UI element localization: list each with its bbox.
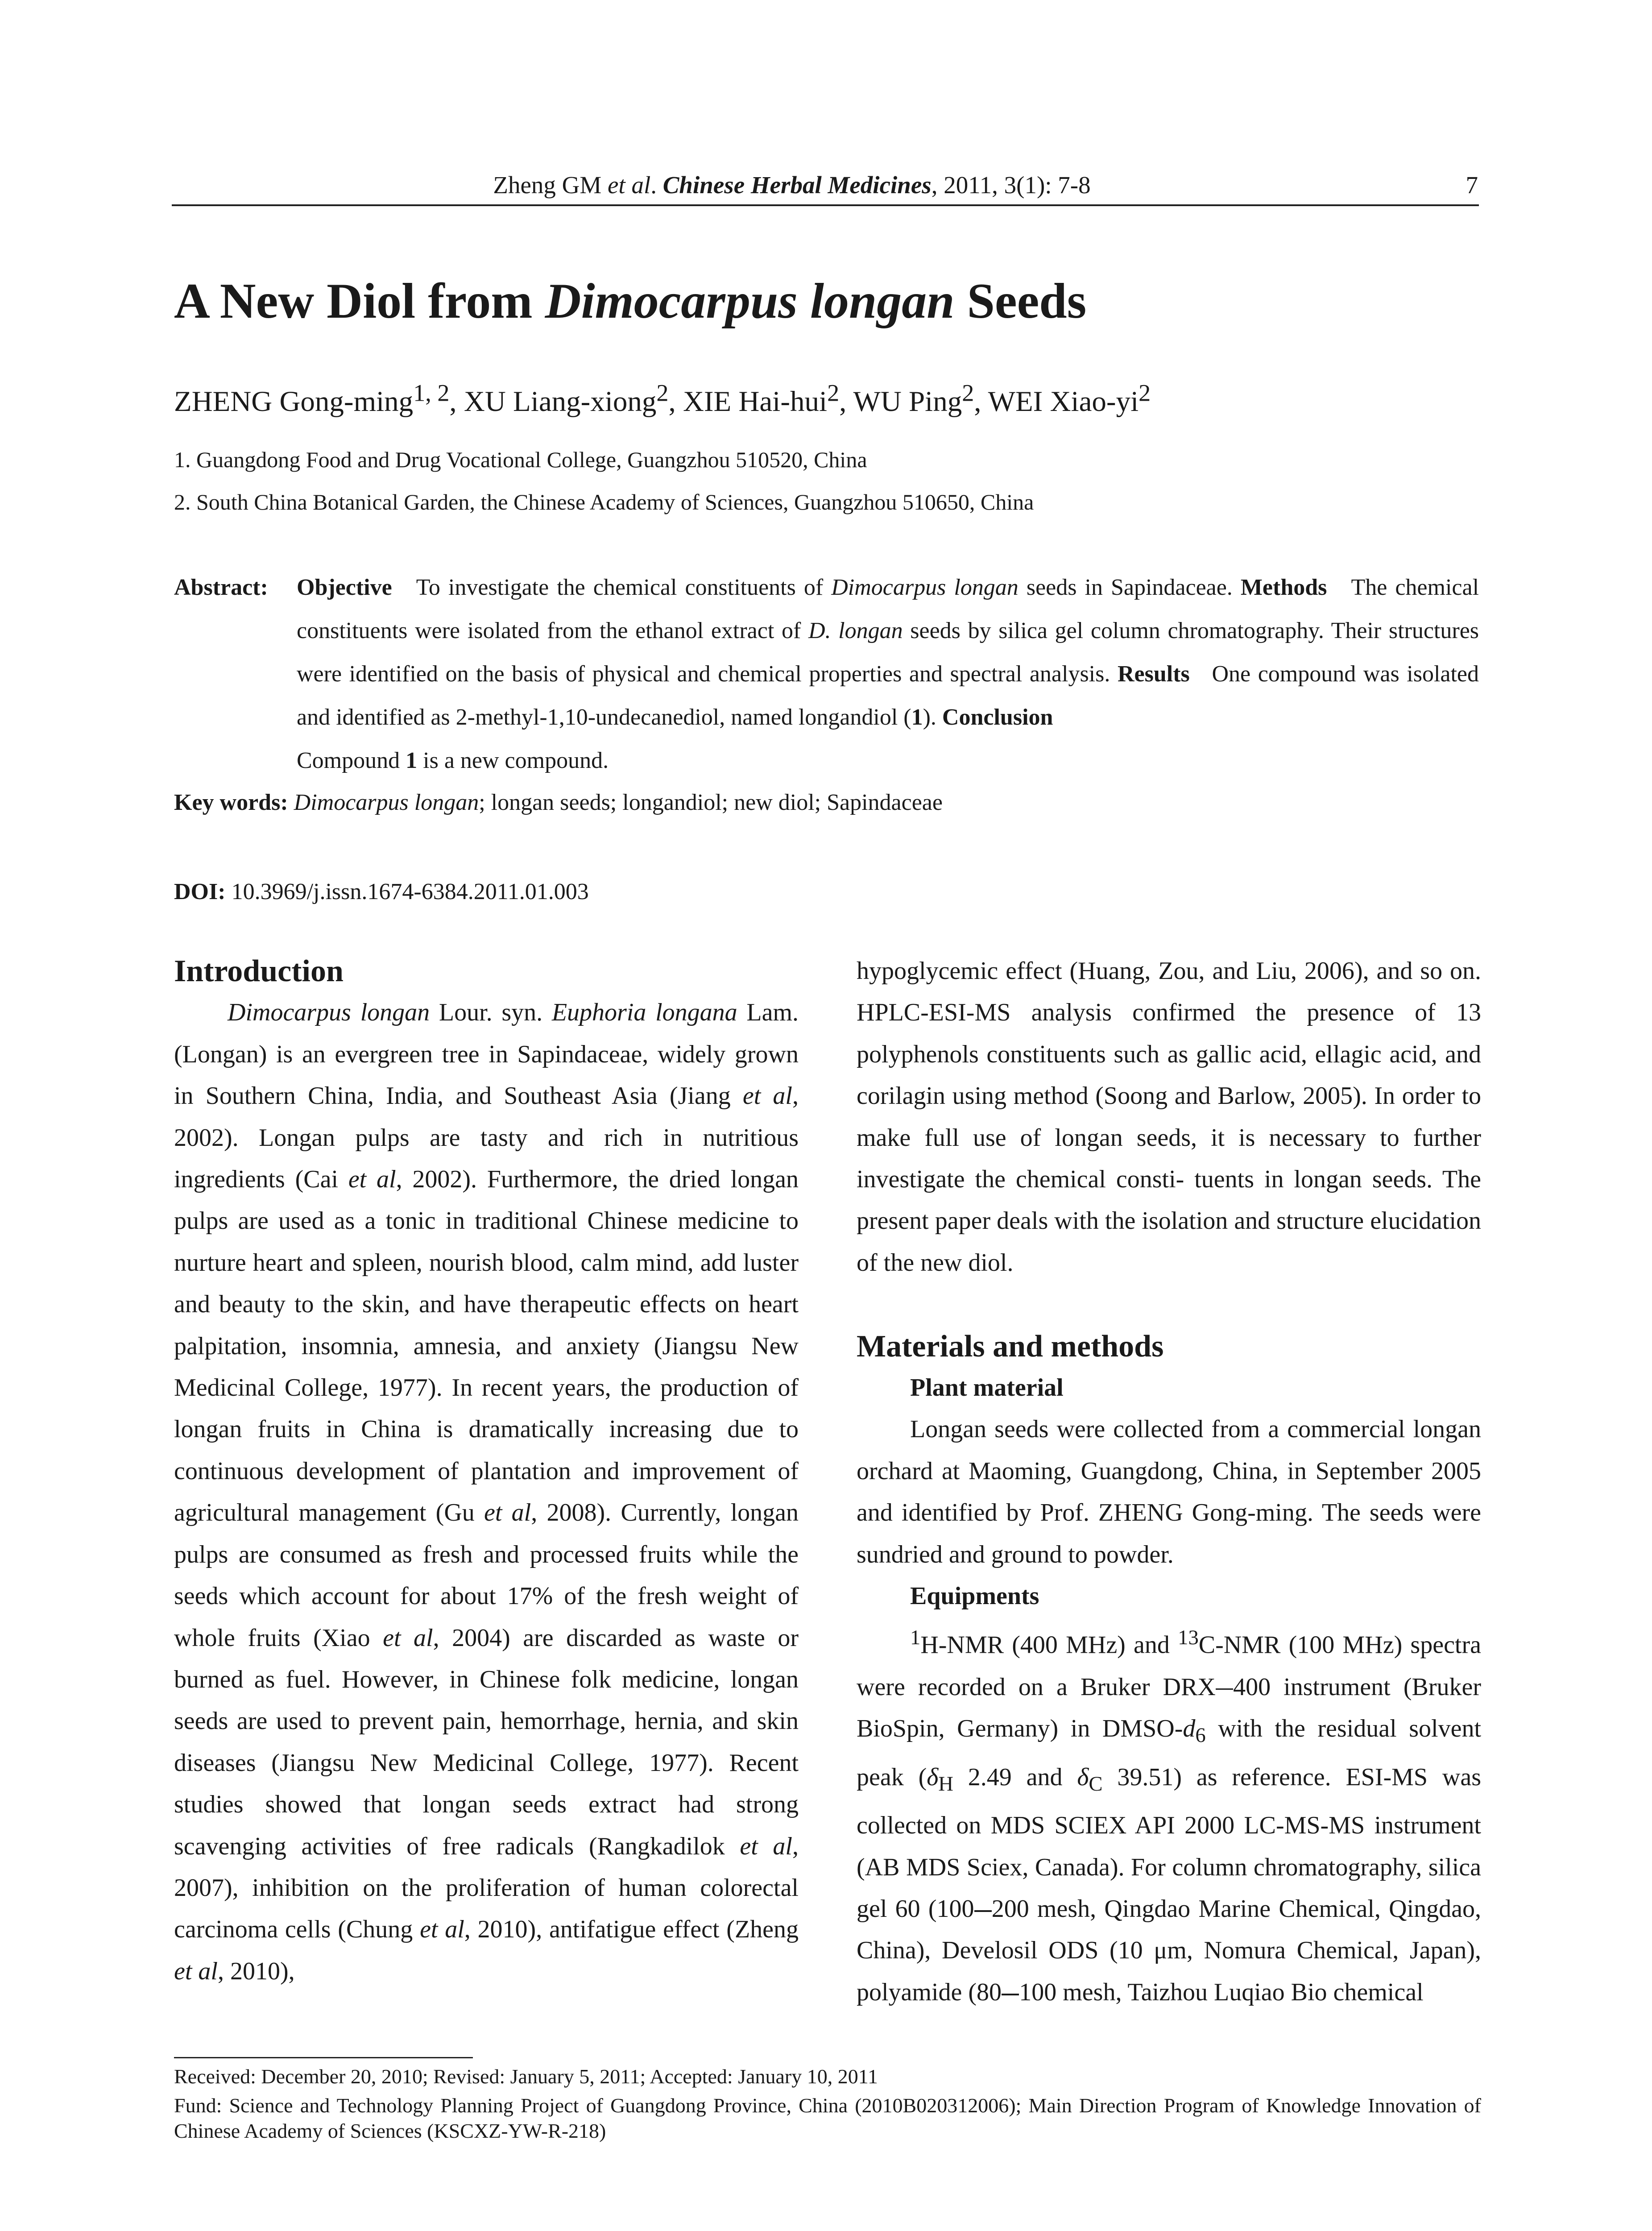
range-dash-glyph [974,1910,992,1912]
author-affiliation-mark: 2 [1139,379,1151,406]
page-number: 7 [1466,171,1478,199]
title-part2: Seeds [954,274,1087,329]
author-separator: , [449,385,464,418]
header-author: Zheng GM [493,171,608,199]
citation-etal: et al [348,1165,396,1194]
doi-value[interactable]: 10.3969/j.issn.1674-6384.2011.01.003 [231,879,589,904]
author-name: XIE Hai-hui [683,385,828,418]
column-left [174,950,799,1992]
footnote-rule [174,2057,473,2058]
equip-text: 100 mesh, Taizhou Luqiao Bio chemical [1019,1978,1424,2006]
abstract-label: Abstract: [174,575,268,600]
citation-etal: et al [383,1624,433,1652]
section-heading-materials: Materials and methods [857,1329,1164,1364]
intro-text: , 2002). Longan pulps are tasty and rich in nutritious ingredients (Cai [174,1082,799,1194]
affiliation-2: 2. South China Botanical Garden, the Chinese Academy of Sciences, Guangzhou 510650, China [174,489,1034,514]
deuterium-mark: d [1183,1714,1196,1742]
equip-text: 400 instrument (Bruker BioSpin, Germany) in DMSO- [857,1673,1481,1742]
author-name: WEI Xiao-yi [988,385,1139,418]
paper-title [174,268,1086,335]
abstract-conclusion-text: Compound [297,748,406,773]
citation-etal: et al [420,1916,464,1944]
abstract-methods-label: Methods [1240,575,1327,600]
intro-text: , 2008). Currently, longan pulps are consumed as fresh and processed fruits while the seeds which account for about 17% of the fresh weight of whole fruits (Xiao [174,1499,799,1652]
author [464,379,683,418]
doi [174,870,589,913]
column-right [857,950,1481,2013]
title-species: Dimocarpus longan [545,274,955,329]
delta-subscript: C [1089,1772,1103,1796]
abstract-species: Dimocarpus longan [831,575,1019,600]
abstract-results-text-end: ). [923,705,936,730]
author-name: WU Ping [853,385,962,418]
intro-text: , 2010), [217,1957,295,1985]
keywords-label: Key words: [174,790,288,815]
header-dot: . [650,171,663,199]
author [853,379,988,418]
delta-symbol: δ [1077,1763,1089,1791]
header-issue: , 2011, 3(1): 7-8 [931,171,1091,199]
isotope-mark: 1 [910,1626,921,1650]
author-affiliation-mark: 2 [962,379,974,406]
deuterium-count: 6 [1195,1724,1206,1747]
keyword-species: Dimocarpus longan [294,790,479,815]
delta-subscript: H [938,1772,953,1796]
abstract-conclusion-text-end: is a new compound. [417,748,609,773]
intro-text: , 2002). Furthermore, the dried longan pulps are used as a tonic in traditional Chinese medicine to nurture heart and spleen, nourish blood, calm mind, add luster and beauty to the skin, and have therapeutic effects on heart palpitation, insomnia, amnesia, and anxiety (Jiangsu New Medicinal College, 1977). In recent years, the production of longan fruits in China is dramatically increasing due to continuous development of plantation and improvement of agricultural management (Gu [174,1165,799,1527]
abstract-results-label: Results [1117,661,1190,687]
header-journal: Chinese Herbal Medicines [662,171,932,199]
affiliation-1: 1. Guangdong Food and Drug Vocational College, Guangzhou 510520, China [174,447,867,472]
subsection-heading-equipments: Equipments [910,1582,1039,1610]
equipments-paragraph [857,1617,1481,2013]
citation-etal: et al [484,1499,531,1527]
doi-label: DOI: [174,879,226,904]
author-name: XU Liang-xiong [464,385,657,418]
author [174,379,464,418]
abstract-conclusion-label: Conclusion [942,705,1053,730]
species-synonym: Euphoria longana [551,999,737,1027]
abstract-methods-text-end: seeds by silica gel column chromatography. Their structures were identified on the basis of physical and chemical properties and spectral analysis. [297,618,1479,687]
section-heading-introduction: Introduction [174,954,344,988]
delta-symbol: δ [927,1763,939,1791]
equip-text: 2.49 and [953,1763,1077,1791]
range-dash-glyph [1002,1994,1019,1995]
intro-text: , 2010), antifatigue effect (Zheng [464,1916,799,1944]
plant-material-paragraph: Longan seeds were collected from a commercial longan orchard at Maoming, Guangdong, China, in September 2005 and identified by Prof. ZHENG Gong-ming. The seeds were sundried and ground to powder. [857,1415,1481,1568]
em-dash-glyph [1216,1688,1233,1690]
isotope-mark: 13 [1178,1626,1199,1650]
header-rule [172,204,1479,206]
abstract-methods-text: The chemical constituents were isolated from the ethanol extract of [297,575,1479,643]
author-affiliation-mark: 1, 2 [413,379,450,406]
author-separator: , [974,385,988,418]
author [988,379,1151,418]
compound-number: 1 [406,748,418,773]
subsection-heading-plant: Plant material [910,1374,1064,1402]
intro-text: , 2004) are discarded as waste or burned as fuel. However, in Chinese folk medicine, longan seeds are used to prevent pain, hemorrhage, hernia, and skin diseases (Jiangsu New Medicinal College, 1977). Recent studies showed that longan seeds extract had strong scavenging activities of free radicals (Rangkadilok [174,1624,799,1860]
abstract-body [297,566,1479,782]
intro-text: , 2007), inhibition on the proliferation of human colorectal carcinoma cells (Chung [174,1832,799,1944]
author-name: ZHENG Gong-ming [174,385,414,418]
title-part1: A New Diol from [174,274,545,329]
running-header [172,170,1412,201]
equip-text: 200 mesh, Qingdao Marine Chemical, Qingdao, China), Develosil ODS (10 μm, Nomura Chemical, Japan), polyamide (80 [857,1895,1481,2006]
equip-text: C-NMR (100 MHz) spectra were recorded on a Bruker DRX [857,1631,1481,1701]
species-name: Dimocarpus longan [228,999,430,1027]
abstract-objective-text: To investigate the chemical constituents of [416,575,832,600]
author-affiliation-mark: 2 [827,379,840,406]
intro-text: Lam. (Longan) is an evergreen tree in Sapindaceae, widely grown in Southern China, India, and Southeast Asia (Jiang [174,999,799,1110]
introduction-paragraph [174,992,799,1992]
citation-etal: et al [174,1957,218,1985]
compound-number: 1 [911,705,923,730]
author-list [174,370,1151,424]
author-separator: , [668,385,683,418]
equip-text: H-NMR (400 MHz) and [920,1631,1178,1659]
introduction-paragraph-continued: hypoglycemic effect (Huang, Zou, and Liu, 2006), and so on. HPLC-ESI-MS analysis confirmed the presence of 13 polyphenols constituents such as gallic acid, ellagic acid, and corilagin using method (Soong and Barlow, 2005). In order to make full use of longan seeds, it is necessary to further investigate the chemical consti- tuents in longan seeds. The present paper deals with the isolation and structure elucidation of the new diol. [857,957,1481,1277]
author [683,379,853,418]
abstract-species-short: D. longan [808,618,903,643]
abstract-results-text: One compound was isolated and identified as 2-methyl-1,10-undecanediol, named longandiol ( [297,661,1479,730]
author-affiliation-mark: 2 [656,379,669,406]
citation-etal: et al [742,1082,792,1110]
keywords-list: ; longan seeds; longandiol; new diol; Sapindaceae [479,790,943,815]
footnote-received: Received: December 20, 2010; Revised: January 5, 2011; Accepted: January 10, 2011 [174,2065,878,2088]
equip-text: with the residual solvent peak ( [857,1714,1481,1791]
keywords [174,781,1481,824]
citation-etal: et al [740,1832,792,1860]
abstract-objective-label: Objective [297,575,392,600]
section-spacer [857,1284,1481,1325]
equip-text: 39.51) as reference. ESI-MS was collected on MDS SCIEX API 2000 LC-MS-MS instrument (AB MDS Sciex, Canada). For column chromatography, silica gel 60 (100 [857,1763,1481,1923]
intro-text: Lour. syn. [430,999,552,1027]
abstract-objective-text-end: seeds in Sapindaceae. [1018,575,1233,600]
header-etal: et al [608,171,651,199]
footnote-fund: Fund: Science and Technology Planning Project of Guangdong Province, China (2010B020312006); Main Direction Program of Knowledge Innovation of Chinese Academy of Sciences (KSCXZ-YW-R-218) [174,2094,1481,2142]
author-separator: , [839,385,853,418]
